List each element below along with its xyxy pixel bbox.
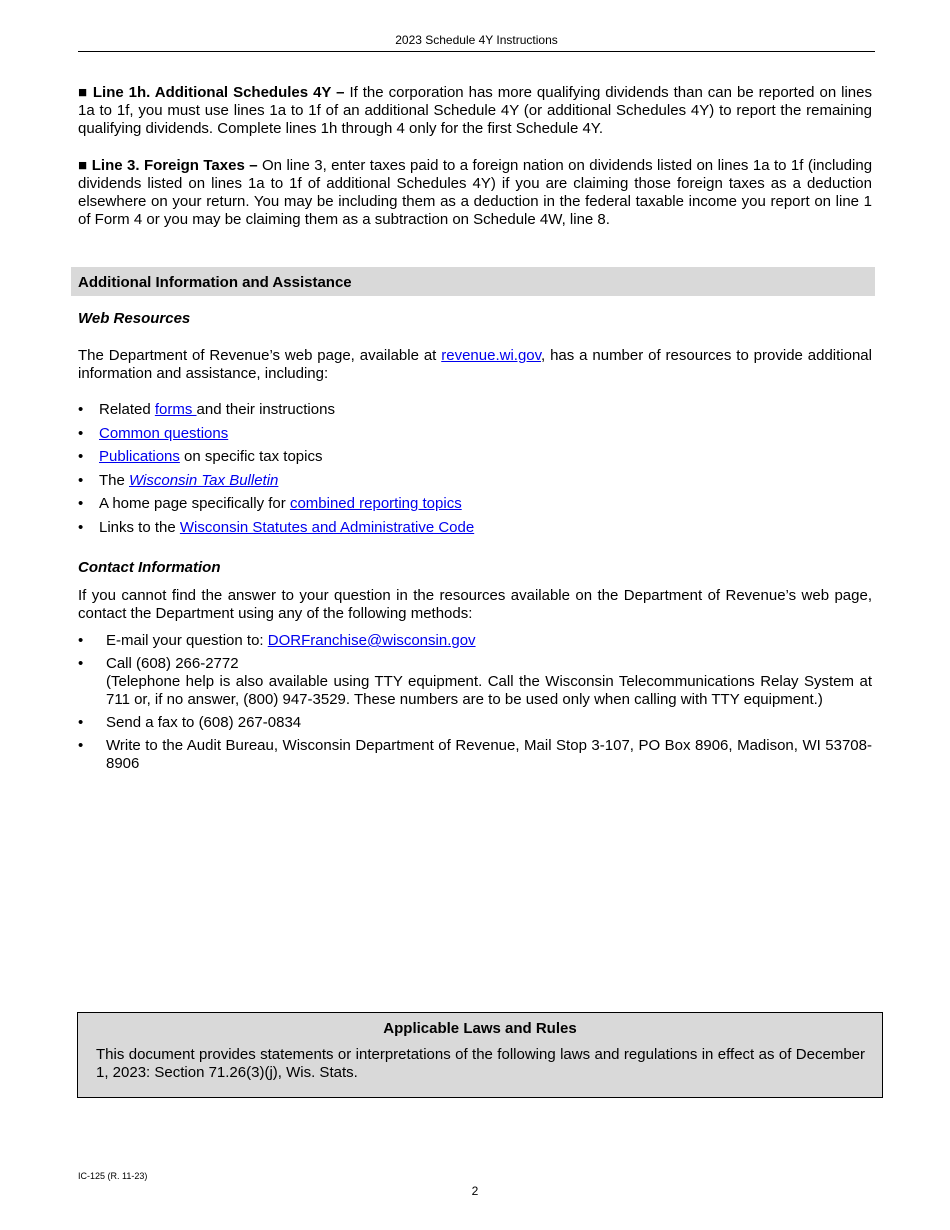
list-item	[78, 400, 872, 424]
list-item	[78, 424, 872, 448]
resource-text-before: The	[99, 471, 130, 489]
bullet-icon: •	[78, 424, 84, 442]
line-1h-text: If the corporation has more qualifying dividends than can be reported on lines 1a to 1f, you must use lines 1a to 1f of an additional Schedule 4Y (or additional Schedules 4Y) to report the remaining qualifying dividends. Complete lines 1h through 4 only for the first Schedule 4Y.	[78, 84, 872, 137]
bullet-icon: •	[78, 737, 84, 754]
bullet-icon: •	[78, 495, 84, 513]
combined-reporting-link[interactable]: combined reporting topics	[289, 495, 462, 513]
contact-info-heading: Contact Information	[78, 559, 221, 576]
form-id: IC-125 (R. 11-23)	[78, 1171, 148, 1181]
line-1h-paragraph	[78, 84, 872, 138]
resources-list	[78, 400, 872, 542]
list-item	[78, 737, 872, 773]
contact-intro: If you cannot find the answer to your question in the resources available on the Department of Revenue’s web page, contact the Department using any of the following methods:	[78, 587, 872, 622]
common-questions-link[interactable]: Common questions	[99, 424, 229, 442]
tty-text: (Telephone help is also available using TTY equipment. Call the Wisconsin Telecommunications Relay System at 711 or, if no answer, (800) 947-3529. These numbers are to be used only when calling with TTY equipment.)	[106, 673, 872, 708]
resource-text-before: Related	[99, 401, 155, 418]
resource-text-after: and their instructions	[196, 401, 335, 418]
list-item	[78, 471, 872, 495]
list-item	[78, 655, 872, 709]
line-3-paragraph	[78, 157, 872, 229]
revenue-site-link[interactable]: revenue.wi.gov	[441, 347, 542, 364]
statutes-link[interactable]: Wisconsin Statutes and Administrative Code	[179, 518, 475, 536]
bullet-icon: •	[78, 518, 84, 536]
page-number: 2	[471, 1184, 479, 1198]
bullet-icon: •	[78, 401, 84, 418]
write-text: Write to the Audit Bureau, Wisconsin Department of Revenue, Mail Stop 3-107, PO Box 8906, Madison, WI 53708-8906	[106, 737, 872, 772]
bullet-icon: •	[78, 632, 84, 649]
applicable-laws-box	[77, 1012, 883, 1098]
intro-text-before: The Department of Revenue’s web page, available at	[78, 347, 442, 364]
forms-link[interactable]: forms	[154, 401, 197, 418]
bullet-icon: •	[78, 714, 84, 731]
resource-text-before: Links to the	[99, 518, 180, 536]
line-1h-heading: Line 1h. Additional Schedules 4Y –	[92, 84, 345, 101]
intro-text-after: , has a number of resources to provide additional information and assistance, including:	[78, 347, 872, 382]
additional-info-section-title: Additional Information and Assistance	[71, 267, 875, 296]
page-header: 2023 Schedule 4Y Instructions	[78, 33, 875, 52]
line-1h-bullet: ■	[78, 84, 88, 101]
laws-title: Applicable Laws and Rules	[383, 1020, 577, 1037]
bullet-icon: •	[78, 471, 84, 489]
line-3-heading: Line 3. Foreign Taxes –	[91, 157, 258, 174]
web-resources-intro	[78, 347, 872, 383]
list-item	[78, 494, 872, 518]
list-item	[78, 714, 872, 732]
line-3-text: On line 3, enter taxes paid to a foreign nation on dividends listed on lines 1a to 1f (including dividends listed on lines 1a to 1f of additional Schedules 4Y) if you are claiming those foreign taxes as a deduction elsewhere on your return. You may be including them as a deduction in the federal taxable income you report on line 1 of Form 4 or you may be claiming them as a subtraction on Schedule 4W, line 8.	[78, 157, 873, 228]
email-label: E-mail your question to:	[106, 632, 268, 649]
tax-bulletin-link[interactable]: Wisconsin Tax Bulletin	[129, 471, 279, 489]
publications-link[interactable]: Publications	[99, 448, 180, 466]
call-text: Call (608) 266-2772	[106, 655, 239, 672]
email-link[interactable]: DORFranchise@wisconsin.gov	[267, 632, 476, 649]
list-item	[78, 447, 872, 471]
contact-list	[78, 632, 872, 778]
resource-text-after: on specific tax topics	[179, 448, 323, 466]
resource-text-before: A home page specifically for	[99, 495, 290, 513]
bullet-icon: •	[78, 448, 84, 466]
list-item	[78, 632, 872, 650]
line-3-bullet: ■	[78, 157, 88, 174]
fax-text: Send a fax to (608) 267-0834	[106, 714, 302, 731]
web-resources-heading: Web Resources	[78, 310, 191, 327]
bullet-icon: •	[78, 655, 84, 672]
list-item	[78, 518, 872, 542]
laws-text: This document provides statements or interpretations of the following laws and regulations in effect as of December 1, 2023: Section 71.26(3)(j), Wis. Stats.	[96, 1046, 865, 1081]
